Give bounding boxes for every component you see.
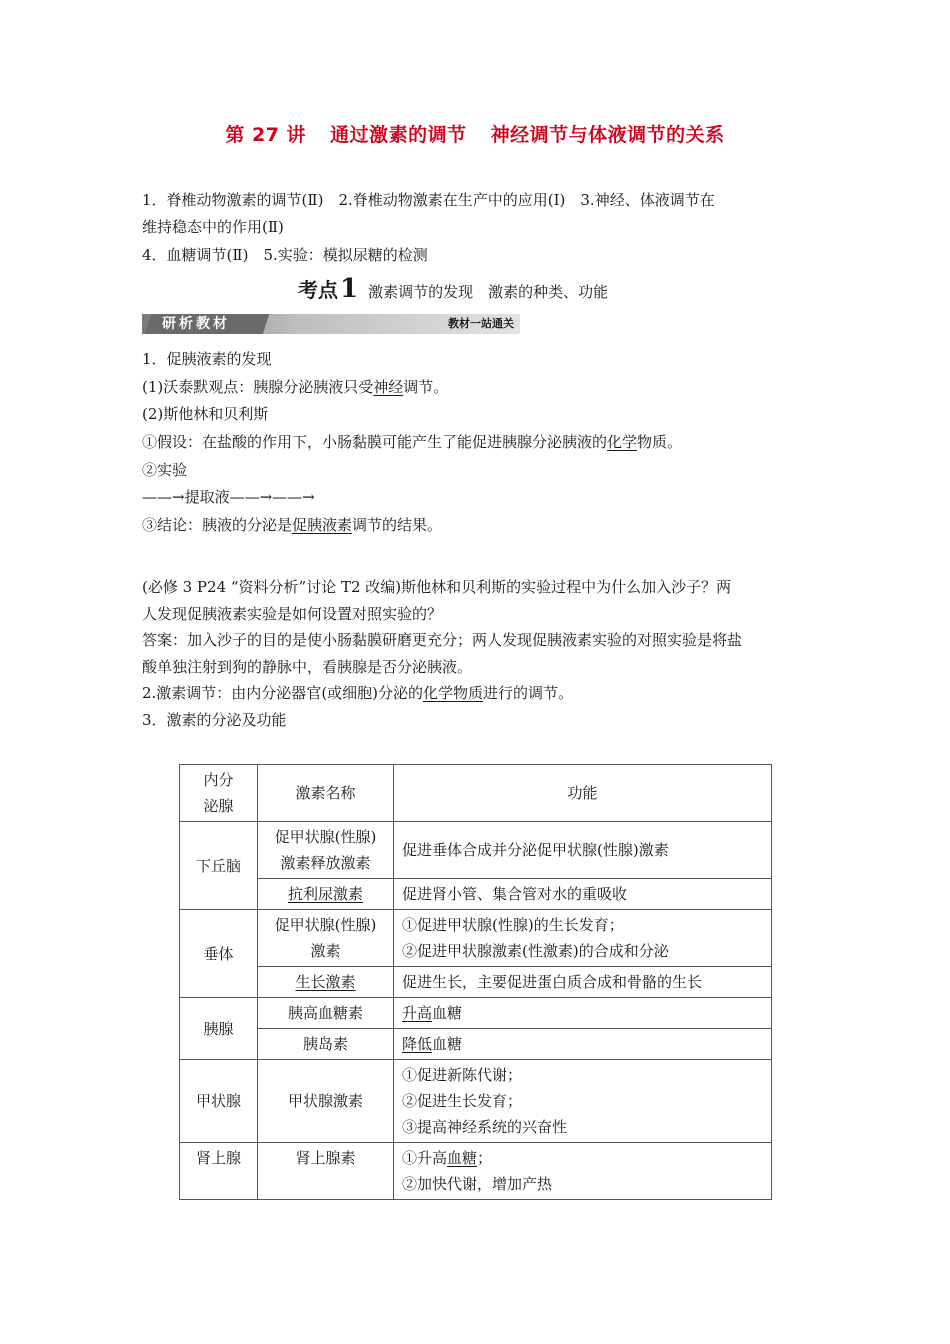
function-cell: 促进生长，主要促进蛋白质合成和骨骼的生长 <box>394 967 772 998</box>
table-row <box>180 967 772 998</box>
text-run: 物质。 <box>637 433 683 451</box>
underlined-answer: 升高 <box>402 1004 433 1022</box>
text-run: 促甲状腺(性腺) <box>274 916 377 934</box>
kaodian-number: 1 <box>340 274 359 304</box>
header-gland <box>180 765 258 822</box>
body-line-9: 人发现促胰液素实验是如何设置对照实验的？ <box>142 605 443 623</box>
objectives-line-2: 维持稳态中的作用(Ⅱ) <box>142 218 284 236</box>
body-line-6: ——→提取液——→——→ <box>142 488 315 506</box>
hormone-name-cell <box>258 910 394 967</box>
text-run: 血糖 <box>432 1004 463 1022</box>
banner-left-label: 研析教材 <box>162 316 230 332</box>
hormone-name-cell: 肾上腺素 <box>258 1143 394 1200</box>
header-function: 功能 <box>394 765 772 822</box>
function-cell <box>394 1029 772 1060</box>
gland-cell: 垂体 <box>180 910 258 998</box>
gland-cell: 甲状腺 <box>180 1060 258 1143</box>
underlined-answer: 抗利尿激素 <box>287 885 363 903</box>
body-line-3: (2)斯他林和贝利斯 <box>142 405 269 423</box>
text-run: 进行的调节。 <box>483 684 574 702</box>
header-hormone-name: 激素名称 <box>258 765 394 822</box>
underlined-answer: 化学物质 <box>423 684 484 702</box>
function-cell <box>394 1143 772 1200</box>
text-run: 激素释放激素 <box>280 854 371 872</box>
lesson-title <box>0 120 950 147</box>
body-line-2 <box>142 377 448 397</box>
text-run: 2.激素调节：由内分泌器官(或细胞)分泌的 <box>142 684 424 702</box>
function-cell: 促进垂体合成并分泌促甲状腺(性腺)激素 <box>394 822 772 879</box>
function-cell <box>394 910 772 967</box>
body-line-12 <box>142 683 573 703</box>
underlined-answer: 降低 <box>402 1035 433 1053</box>
title-part-hormone: 通过激素的调节 <box>330 124 467 146</box>
text-run: 促甲状腺(性腺) <box>274 828 377 846</box>
body-line-8: (必修 3 P24 “资料分析”讨论 T2 改编)斯他林和贝利斯的实验过程中为什么加入沙子？两 <box>142 578 732 596</box>
gland-cell: 下丘脑 <box>180 822 258 910</box>
underlined-answer: 促胰液素 <box>292 516 353 534</box>
hormone-name-cell: 胰岛素 <box>258 1029 394 1060</box>
body-line-11: 酸单独注射到狗的静脉中，看胰腺是否分泌胰液。 <box>142 658 473 676</box>
table-row <box>180 879 772 910</box>
text-run: ③结论：胰液的分泌是 <box>142 516 293 534</box>
body-line-7 <box>142 515 442 535</box>
hormone-name-cell: 胰高血糖素 <box>258 998 394 1029</box>
title-part-relation: 神经调节与体液调节的关系 <box>490 124 725 146</box>
table-row <box>180 998 772 1029</box>
text-run: ①促进新陈代谢； <box>402 1066 523 1084</box>
table-row <box>180 1060 772 1143</box>
text-run: 调节的结果。 <box>352 516 443 534</box>
text-run: (1)沃泰默观点：胰腺分泌胰液只受 <box>142 378 374 396</box>
function-cell: 促进肾小管、集合管对水的重吸收 <box>394 879 772 910</box>
text-run: ②加快代谢，增加产热 <box>402 1175 553 1193</box>
text-run: ①促进甲状腺(性腺)的生长发育； <box>402 916 624 934</box>
objectives-line-3: 4．血糖调节(Ⅱ) 5.实验：模拟尿糖的检测 <box>142 246 428 264</box>
hormone-name-cell: 甲状腺激素 <box>258 1060 394 1143</box>
body-line-13: 3．激素的分泌及功能 <box>142 711 287 729</box>
section-banner <box>142 314 520 334</box>
header-text: 内分 <box>203 771 234 789</box>
table-header-row <box>180 765 772 822</box>
objectives-line-1: 1．脊椎动物激素的调节(Ⅱ) 2.脊椎动物激素在生产中的应用(Ⅰ) 3.神经、体液调节在 <box>142 191 715 209</box>
function-cell <box>394 998 772 1029</box>
text-run: 血糖 <box>432 1035 463 1053</box>
banner-right-label: 教材一站通关 <box>448 317 514 330</box>
text-run: ①假设：在盐酸的作用下，小肠黏膜可能产生了能促进胰腺分泌胰液的 <box>142 433 608 451</box>
title-lesson-number: 第 27 讲 <box>225 124 307 146</box>
header-text: 泌腺 <box>203 797 234 815</box>
kaodian-heading <box>298 274 608 304</box>
table-row <box>180 1143 772 1200</box>
hormone-table <box>179 764 772 1200</box>
hormone-name-cell <box>258 967 394 998</box>
text-run: ①升高 <box>402 1149 448 1167</box>
text-run: ； <box>477 1149 493 1167</box>
underlined-answer: 神经 <box>373 378 404 396</box>
text-run: 激素 <box>310 942 341 960</box>
kaodian-label: 考点 <box>298 278 338 302</box>
underlined-answer: 生长激素 <box>295 973 356 991</box>
table-row <box>180 910 772 967</box>
underlined-answer: 血糖 <box>447 1149 478 1167</box>
body-line-10: 答案：加入沙子的目的是使小肠黏膜研磨更充分；两人发现促胰液素实验的对照实验是将盐 <box>142 631 743 649</box>
table-row <box>180 822 772 879</box>
table-row <box>180 1029 772 1060</box>
body-line-5: ②实验 <box>142 461 188 479</box>
gland-cell: 肾上腺 <box>180 1143 258 1200</box>
function-cell <box>394 1060 772 1143</box>
hormone-name-cell <box>258 879 394 910</box>
body-line-1: 1．促胰液素的发现 <box>142 350 272 368</box>
gland-cell: 胰腺 <box>180 998 258 1060</box>
text-run: ③提高神经系统的兴奋性 <box>402 1118 568 1136</box>
kaodian-text: 激素调节的发现 激素的种类、功能 <box>368 283 609 301</box>
text-run: ②促进甲状腺激素(性激素)的合成和分泌 <box>402 942 669 960</box>
hormone-name-cell <box>258 822 394 879</box>
text-run: 调节。 <box>403 378 449 396</box>
text-run: ②促进生长发育； <box>402 1092 523 1110</box>
body-line-4 <box>142 432 682 452</box>
underlined-answer: 化学 <box>607 433 638 451</box>
